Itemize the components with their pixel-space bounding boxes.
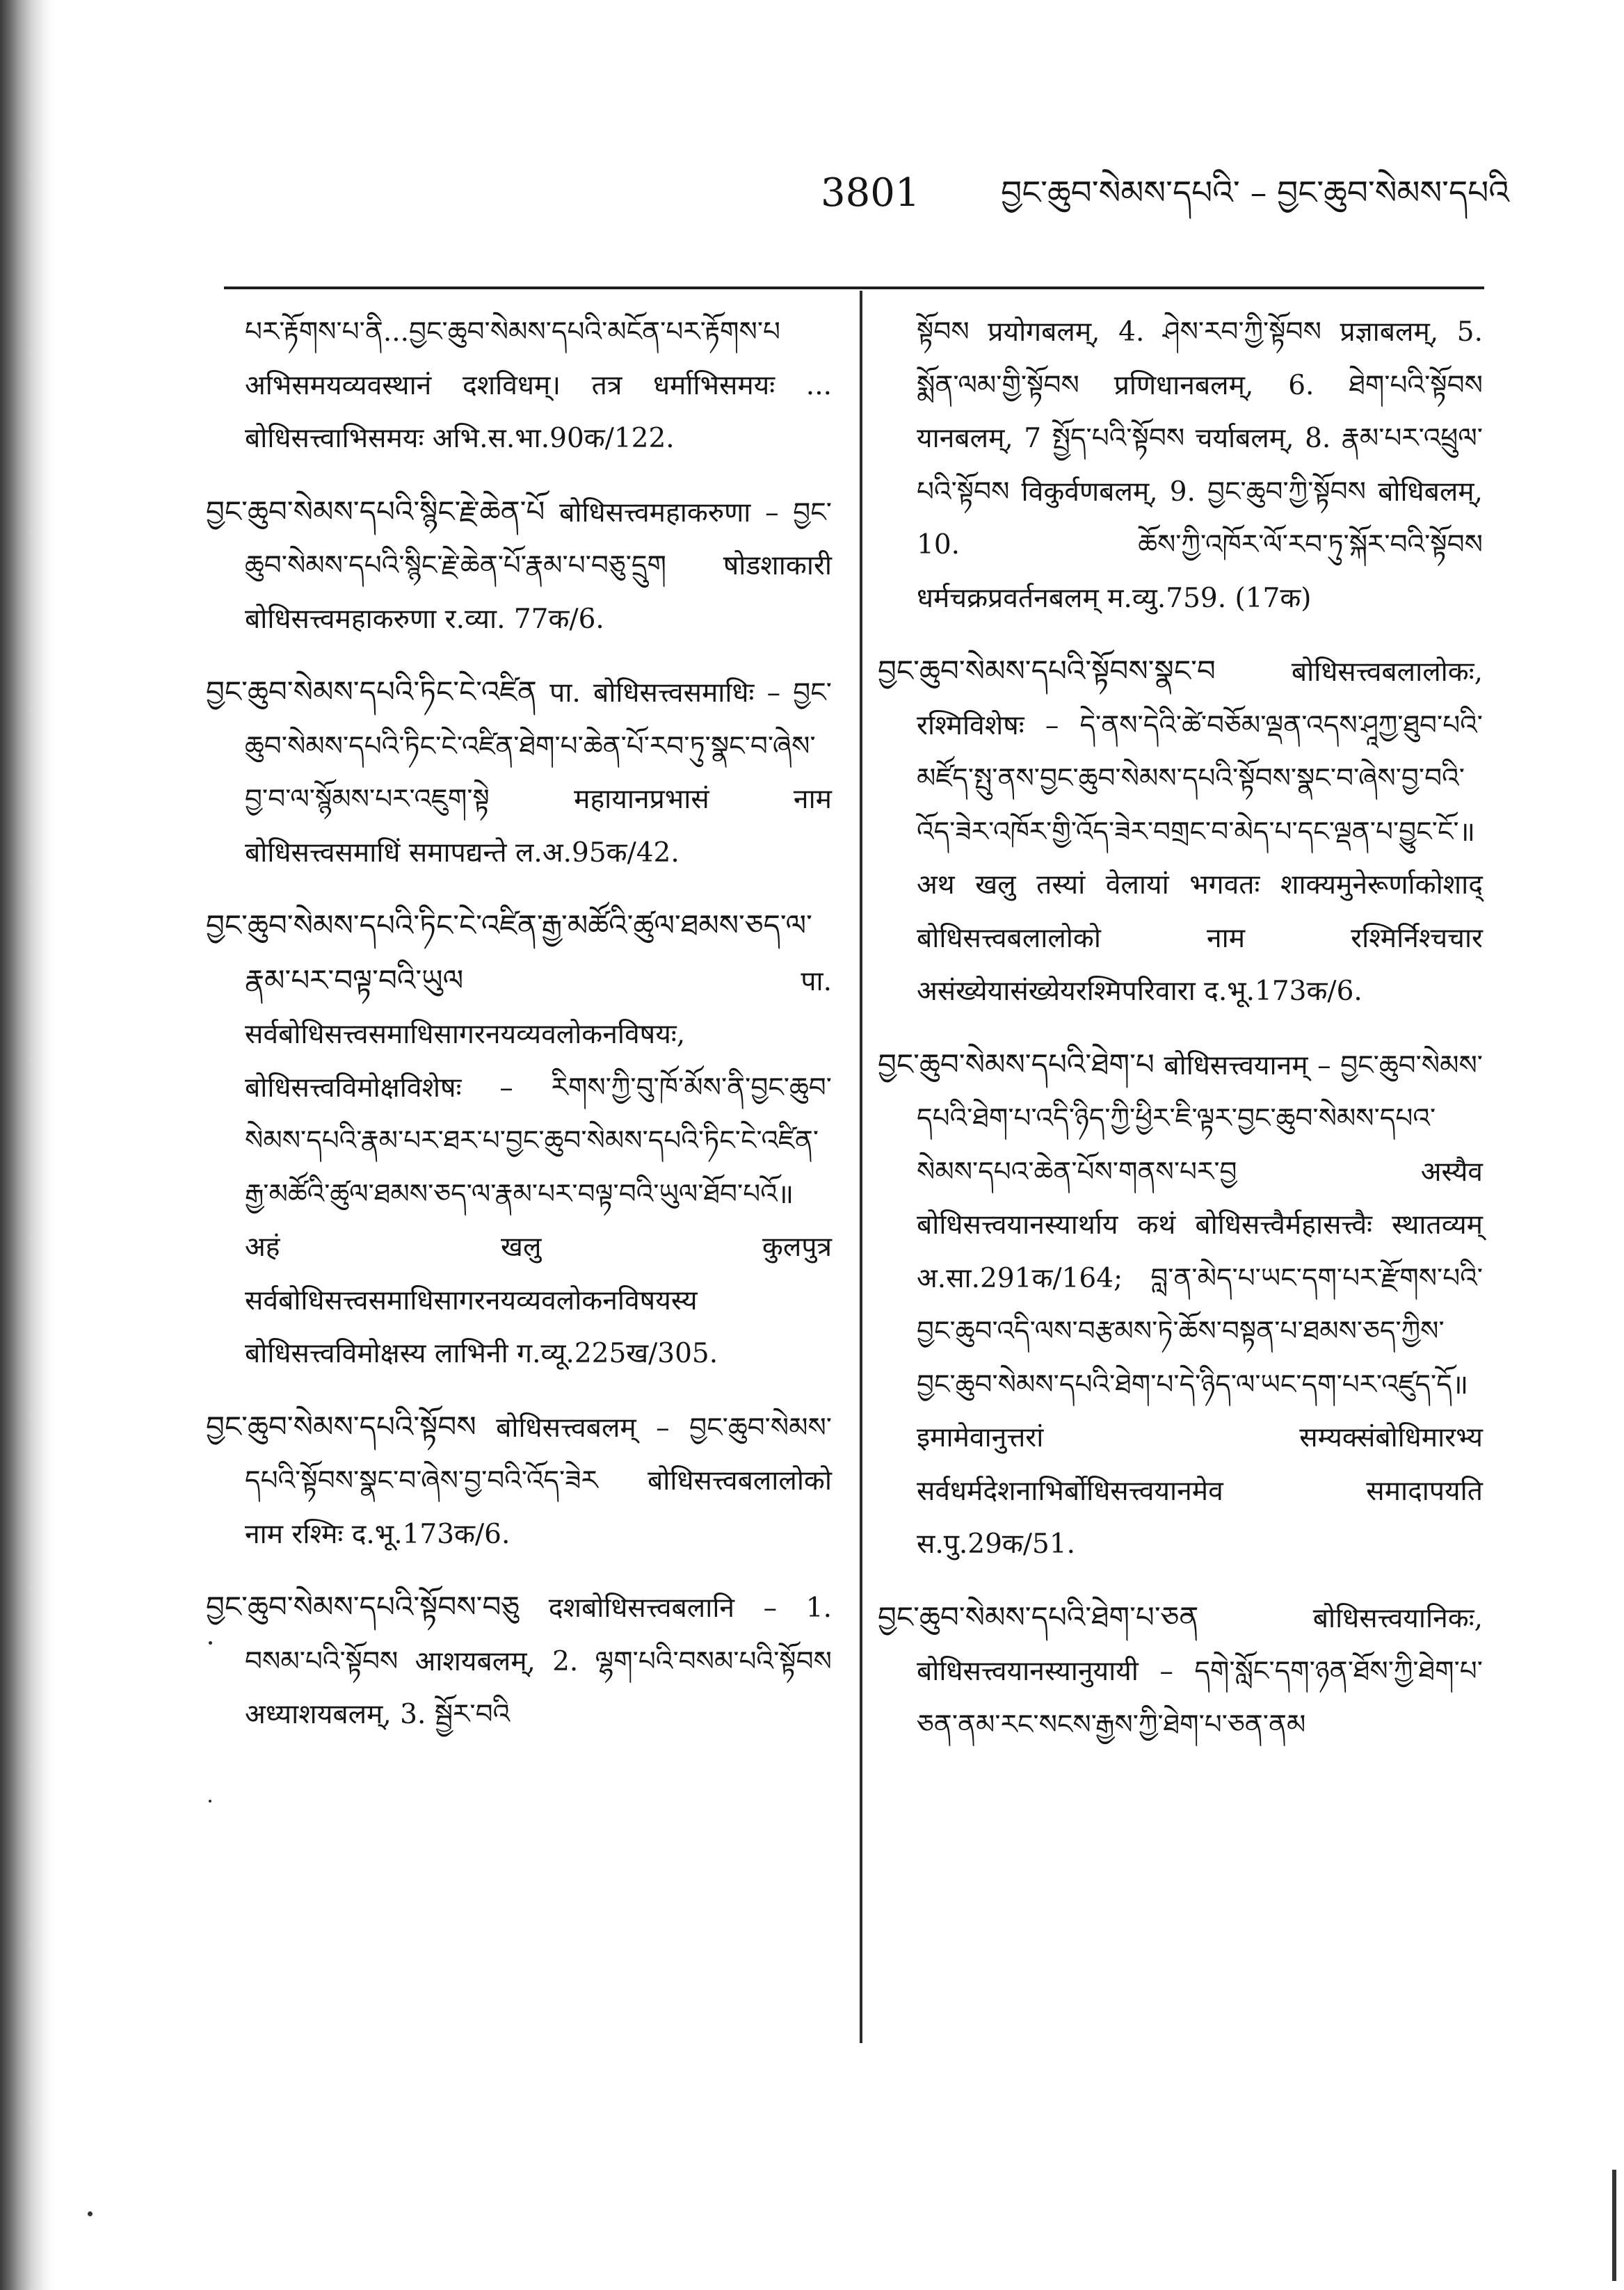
dictionary-entry: [206, 899, 832, 1381]
dictionary-entry-continuation: [878, 306, 1483, 625]
left-column: [206, 306, 832, 1761]
dictionary-entry: [206, 1401, 832, 1562]
scan-speck: [88, 2211, 93, 2216]
dictionary-entry: [206, 485, 832, 647]
header-rule: [224, 287, 1484, 289]
entry-headword: བྱང་ཆུབ་སེམས་དཔའི་སྟོབས་སྣང་བ: [878, 654, 1216, 688]
entry-text: बोधिसत्त्वबलालोकः, रश्मिविशेषः – དེ་ནས་དེའི་ཚེ་བཅོམ་ལྡན་འདས་ཤཱཀྱ་ཐུབ་པའི་མཛོད་སྤུ་ནས་བྱང་ཆུབ་སེམས་དཔའི་སྟོབས་སྣང་བ་ཞེས་བྱ་བའི་འོད་ཟེར་འཁོར་གྱི་འོད་ཟེར་བགྲང་བ་མེད་པ་དང་ལྡན་པ་བྱུང་ངོ་॥ अथ खलु तस्यां वेलायां भगवतः शाक्यमुनेरूर्णाकोशाद् बोधिसत्त्वबलालोको नाम रश्मिर्निश्चचार असंख्येयासंख्येयरश्मिपरिवारा द.भू.173क/6.: [917, 656, 1483, 1007]
page-header: [821, 166, 1509, 221]
entry-headword: བྱང་ཆུབ་སེམས་དཔའི་ཏིང་ངེ་འཛིན: [206, 675, 537, 709]
dictionary-entry-continuation: [206, 306, 832, 466]
dictionary-entry: [206, 666, 832, 880]
scan-speck: [209, 1800, 211, 1803]
entry-text: པར་རྟོགས་པ་ནི...བྱང་ཆུབ་སེམས་དཔའི་མངོན་པར་རྟོགས་པ अभिसमयव्यवस्थानं दशविधम्। तत्र धर्माभिसमयः ... बोधिसत्त्वाभिसमयः अभि.स.भा.90क/122.: [245, 316, 832, 454]
entry-text: दशबोधिसत्त्वबलानि – 1. བསམ་པའི་སྟོབས आशयबलम्, 2. ལྷག་པའི་བསམ་པའི་སྟོབས अध्याशयबलम्, 3. སྦྱོར་བའི: [245, 1592, 832, 1730]
entry-headword: བྱང་ཆུབ་སེམས་དཔའི་སྟོབས: [206, 1409, 476, 1444]
right-column: [878, 306, 1483, 1771]
dictionary-entry: [878, 1591, 1483, 1752]
entry-headword: བྱང་ཆུབ་སེམས་དཔའི་ཐེག་པ་ཅན: [878, 1599, 1199, 1634]
entry-headword: བྱང་ཆུབ་སེམས་དཔའི་སྙིང་རྗེ་ཆེན་པོ: [206, 494, 545, 529]
entry-text: སྟོབས प्रयोगबलम्, 4. ཤེས་རབ་ཀྱི་སྟོབས प्रज्ञाबलम्, 5. སྨོན་ལམ་གྱི་སྟོབས प्रणिधानबलम्, 6. ཐེག་པའི་སྟོབས यानबलम्, 7 སྤྱོད་པའི་སྟོབས चर्याबलम्, 8. རྣམ་པར་འཕྲུལ་པའི་སྟོབས विकुर्वणबलम्, 9. བྱང་ཆུབ་ཀྱི་སྟོབས बोधिबलम्, 10. ཆོས་ཀྱི་འཁོར་ལོ་རབ་ཏུ་སྐོར་བའི་སྟོབས धर्मचक्रप्रवर्तनबलम् म.व्यु.759. (17क): [917, 316, 1483, 614]
scan-edge-mark: [1612, 2170, 1616, 2281]
dictionary-entry: [206, 1581, 832, 1742]
column-divider: [860, 291, 862, 2043]
entry-text: बोधिसत्त्वयानम् – བྱང་ཆུབ་སེམས་དཔའི་ཐེག་པ་འདི་ཉིད་ཀྱི་ཕྱིར་ཇི་ལྟར་བྱང་ཆུབ་སེམས་དཔའ་སེམས་དཔའ་ཆེན་པོས་གནས་པར་བྱ अस्यैव बोधिसत्त्वयानस्यार्थाय कथं बोधिसत्त्वैर्महासत्त्वैः स्थातव्यम् अ.सा.291क/164; བླ་ན་མེད་པ་ཡང་དག་པར་རྫོགས་པའི་བྱང་ཆུབ་འདི་ལས་བརྩམས་ཏེ་ཆོས་བསྟན་པ་ཐམས་ཅད་ཀྱིས་བྱང་ཆུབ་སེམས་དཔའི་ཐེག་པ་དེ་ཉིད་ལ་ཡང་དག་པར་འཛུད་དོ॥ इमामेवानुत्तरां सम्यक्संबोधिमारभ्य सर्वधर्मदेशनाभिर्बोधिसत्त्वयानमेव समादापयति स.पु.29क/51.: [917, 1049, 1483, 1560]
entry-headword: བྱང་ཆུབ་སེམས་དཔའི་ཐེག་པ: [878, 1047, 1155, 1081]
dictionary-entry: [878, 1038, 1483, 1572]
page-number: 3801: [821, 170, 920, 216]
entry-text: बोधिसत्त्वमहाकरुणा – བྱང་ཆུབ་སེམས་དཔའི་སྙིང་རྗེ་ཆེན་པོ་རྣམ་པ་བཅུ་དྲུག षोडशाकारी बोधिसत्त्वमहाकरुणा र.व्या. 77क/6.: [245, 497, 832, 635]
entry-text: बोधिसत्त्वबलम् – བྱང་ཆུབ་སེམས་དཔའི་སྟོབས་སྣང་བ་ཞེས་བྱ་བའི་འོད་ཟེར बोधिसत्त्वबलालोको नाम रश्मिः द.भू.173क/6.: [245, 1412, 832, 1550]
dictionary-entry: [878, 645, 1483, 1019]
entry-headword: བྱང་ཆུབ་སེམས་དཔའི་སྟོབས་བཅུ: [206, 1590, 520, 1624]
entry-text: बोधिसत्त्वयानिकः, बोधिसत्त्वयानस्यानुयायी – དགེ་སློང་དག་ཉན་ཐོས་ཀྱི་ཐེག་པ་ཅན་ནམ་རང་སངས་རྒྱས་ཀྱི་ཐེག་པ་ཅན་ནམ: [917, 1602, 1483, 1741]
entry-text: पा. बोधिसत्त्वसमाधिः – བྱང་ཆུབ་སེམས་དཔའི་ཏིང་ངེ་འཛིན་ཐེག་པ་ཆེན་པོ་རབ་ཏུ་སྣང་བ་ཞེས་བྱ་བ་ལ་སྙོམས་པར་འཇུག་སྟེ महायानप्रभासं नाम बोधिसत्त्वसमाधिं समापद्यन्ते ल.अ.95क/42.: [245, 677, 832, 869]
scan-binding-edge: [0, 0, 54, 2290]
entry-headword: བྱང་ཆུབ་སེམས་དཔའི་ཏིང་ངེ་འཛིན་རྒྱ་མཚོའི་ཚུལ་ཐམས་ཅད་ལ་རྣམ་པར་བལྟ་བའི་ཡུལ: [206, 908, 812, 997]
running-head: བྱང་ཆུབ་སེམས་དཔའི་ – བྱང་ཆུབ་སེམས་དཔའི: [1001, 174, 1509, 212]
entry-text: पा. सर्वबोधिसत्त्वसमाधिसागरनयव्यवलोकनविषयः, बोधिसत्त्वविमोक्षविशेषः – རིགས་ཀྱི་བུ་ཁོ་མོས་ནི་བྱང་ཆུབ་སེམས་དཔའི་རྣམ་པར་ཐར་པ་བྱང་ཆུབ་སེམས་དཔའི་ཏིང་ངེ་འཛིན་རྒྱ་མཚོའི་ཚུལ་ཐམས་ཅད་ལ་རྣམ་པར་བལྟ་བའི་ཡུལ་ཐོབ་པའོ॥ अहं खलु कुलपुत्र सर्वबोधिसत्त्वसमाधिसागरनयव्यवलोकनविषयस्य बोधिसत्त्वविमोक्षस्य लाभिनी ग.व्यू.225ख/305.: [245, 965, 832, 1369]
